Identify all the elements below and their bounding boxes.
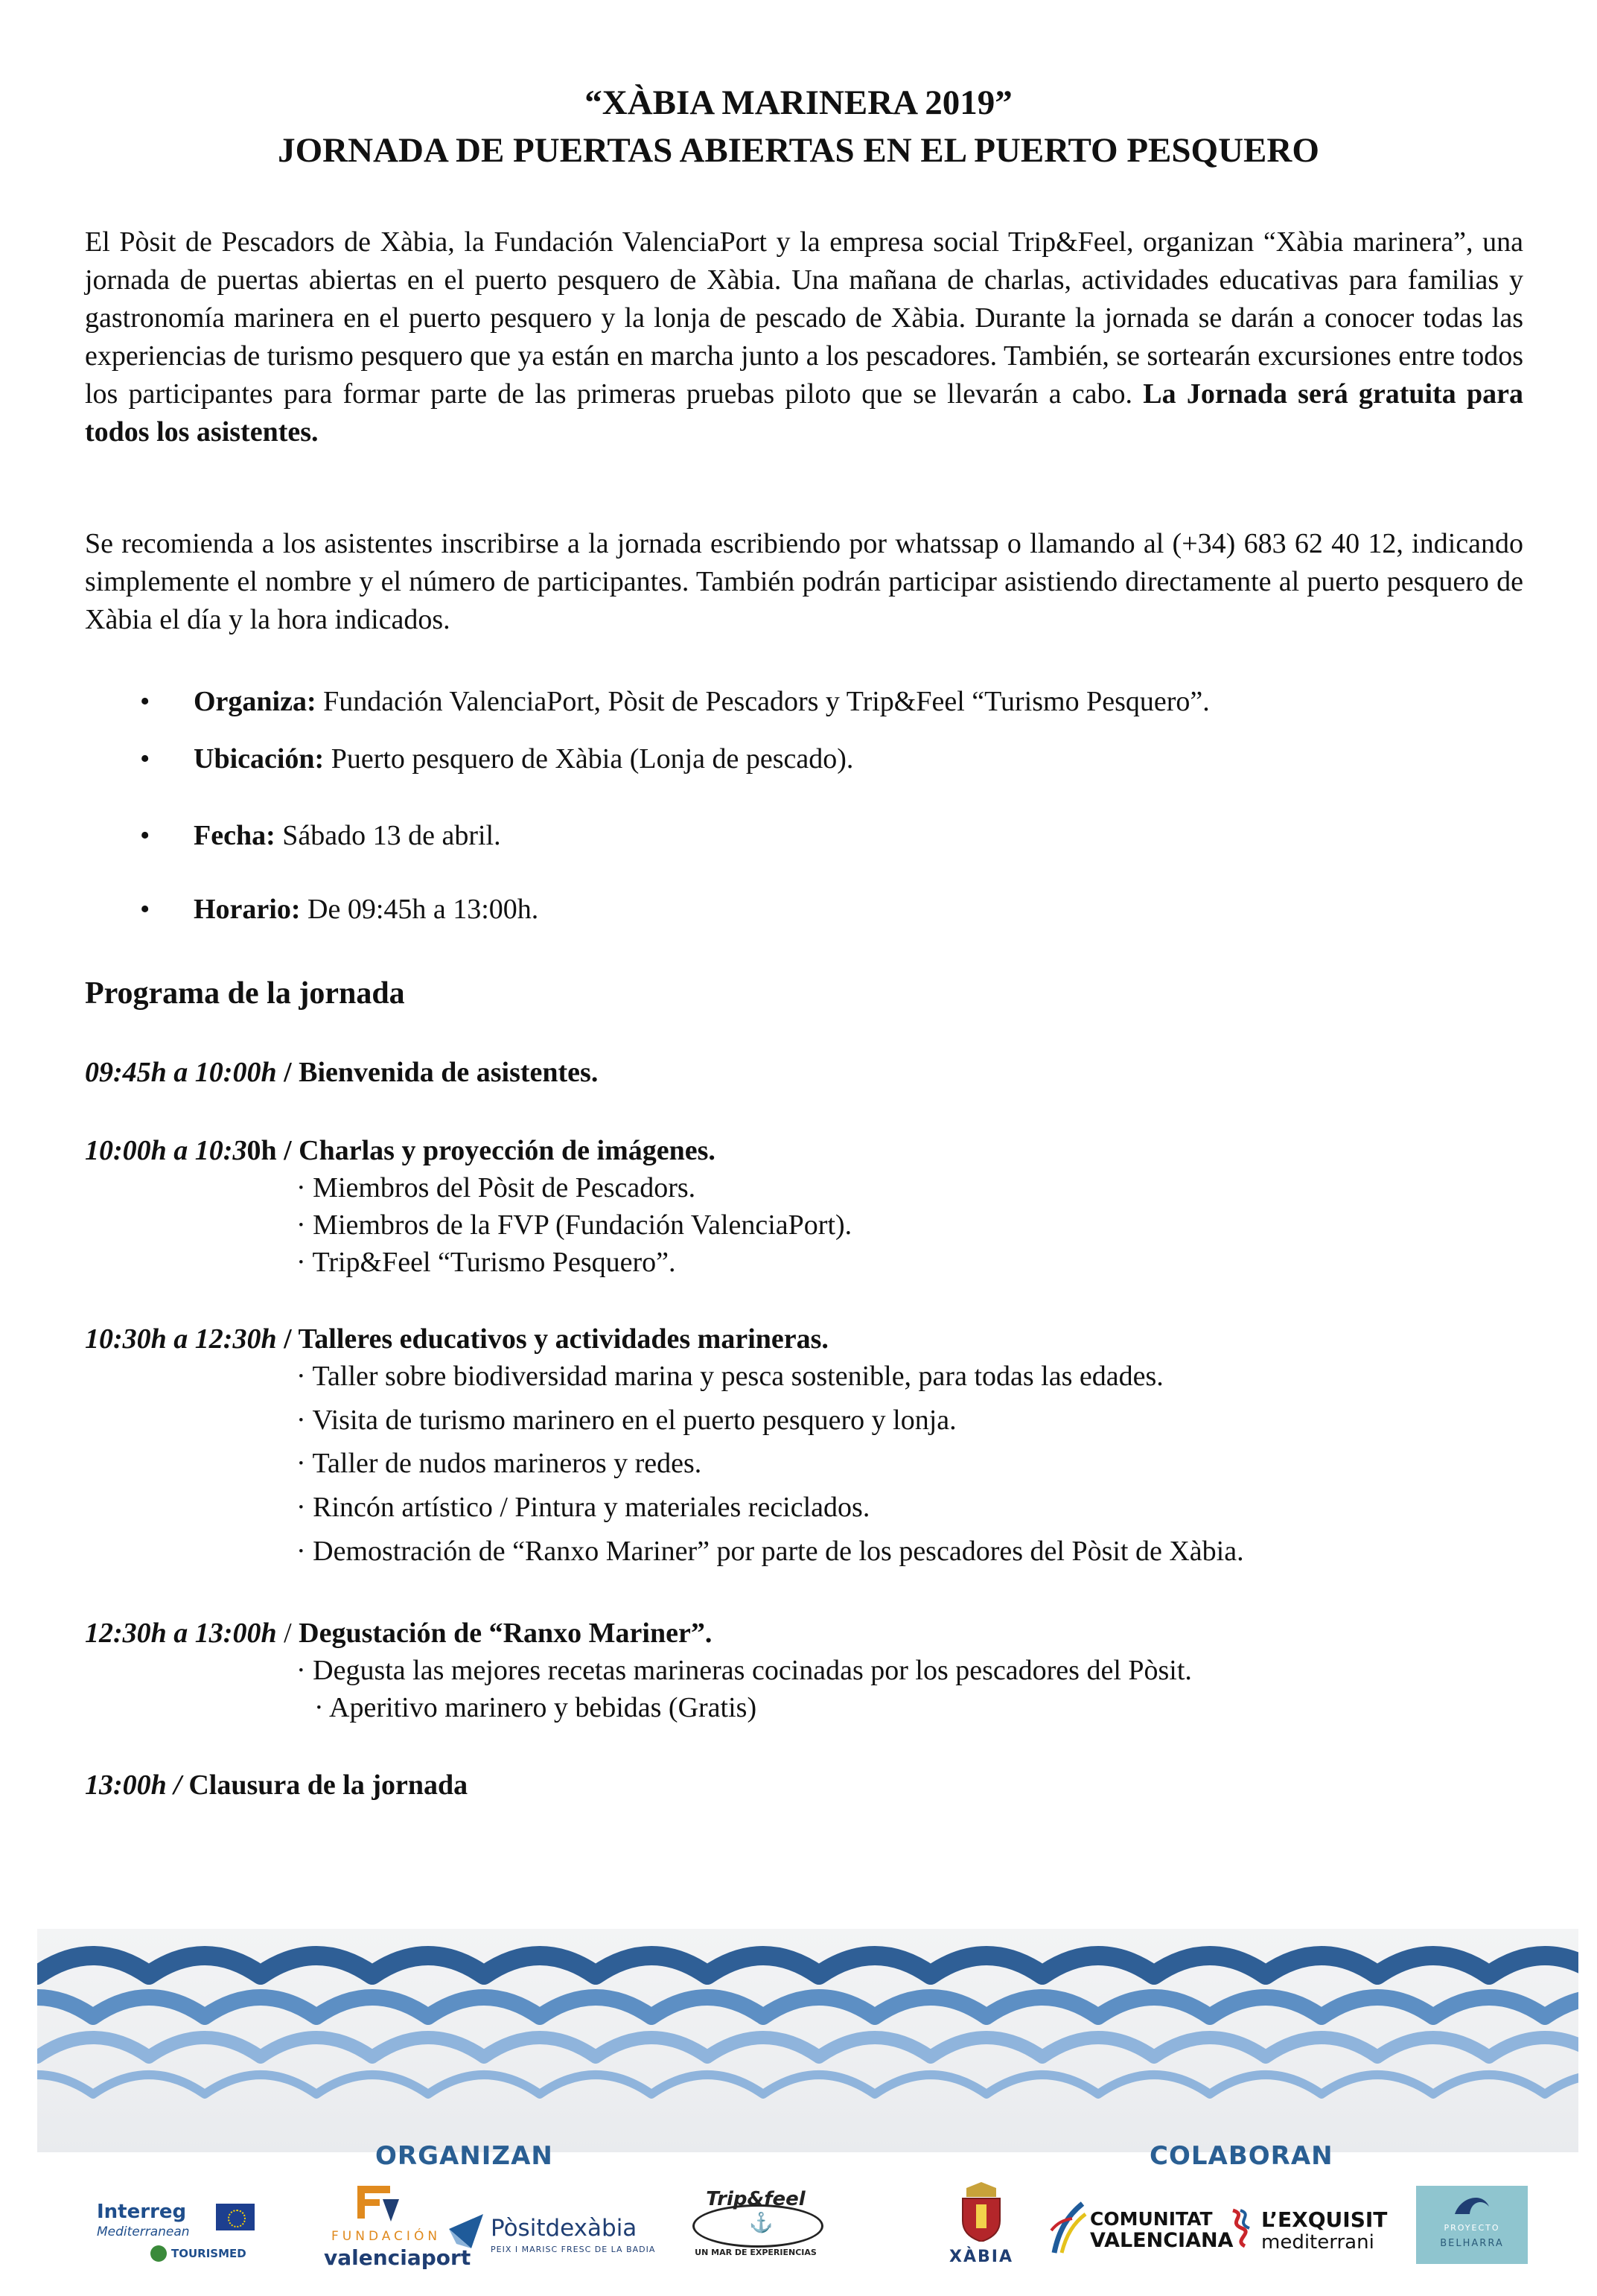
fv-mark-icon bbox=[357, 2186, 402, 2223]
program-activity: Degustación de “Ranxo Mariner”. bbox=[299, 1618, 713, 1649]
tripfeel-text: Trip&feel bbox=[706, 2188, 806, 2210]
program-time-tail: 0h bbox=[246, 1135, 277, 1166]
document-title: “XÀBIA MARINERA 2019” bbox=[584, 83, 1013, 122]
tripfeel-logo bbox=[692, 2188, 819, 2262]
intro-text: El Pòsit de Pescadors de Xàbia, la Fundación ValenciaPort y la empresa social Trip&Feel, organizan “Xàbia marinera”, una jornada de puertas abiertas en el puerto pesquero de Xàbia. Una mañana de charlas, actividades educativas para familias y gastronomía marinera en el puerto pesquero y la lonja de pescado de Xàbia. Durante la jornada se darán a conocer todas las experiencias de turismo pesquero que ya están en marcha junto a los pescadores. También, se sortearán excursiones entre todos los participantes para formar parte de las primeras pruebas piloto que se llevarán a cabo. bbox=[85, 226, 1523, 410]
program-time: 10:30h a 12:30h bbox=[85, 1323, 277, 1355]
colaboran-label: COLABORAN bbox=[1150, 2141, 1333, 2171]
program-item: · Degusta las mejores recetas marineras cocinadas por los pescadores del Pòsit. bbox=[296, 1655, 1192, 1686]
exquisit-mark-icon bbox=[1227, 2207, 1257, 2249]
bullet-icon: • bbox=[140, 743, 150, 775]
program-item: · Taller sobre biodiversidad marina y pesca sostenible, para todas las edades. bbox=[296, 1361, 1164, 1392]
program-heading: Programa de la jornada bbox=[85, 976, 405, 1011]
program-item: · Aperitivo marinero y bebidas (Gratis) bbox=[314, 1692, 757, 1723]
program-item: · Miembros del Pòsit de Pescadors. bbox=[296, 1172, 696, 1203]
program-item: · Taller de nudos marineros y redes. bbox=[296, 1448, 702, 1479]
program-activity: Talleres educativos y actividades marineras. bbox=[298, 1323, 829, 1355]
intro-paragraph bbox=[85, 223, 1523, 451]
detail-value: Fundación ValenciaPort, Pòsit de Pescadors y Trip&Feel “Turismo Pesquero”. bbox=[316, 686, 1210, 717]
anchor-icon: ⚓ bbox=[749, 2212, 774, 2233]
detail-label: Organiza: bbox=[194, 686, 316, 717]
posit-mark-icon bbox=[449, 2214, 483, 2248]
program-block-2 bbox=[85, 1132, 715, 1169]
bullet-icon: • bbox=[140, 894, 150, 925]
program-block-3 bbox=[85, 1320, 829, 1358]
program-time: 09:45h a 10:00h bbox=[85, 1057, 277, 1088]
exquisit-mediterrani-logo bbox=[1227, 2206, 1406, 2258]
xabia-shield-icon bbox=[955, 2182, 1007, 2242]
comunitat-text: COMUNITAT bbox=[1090, 2208, 1213, 2230]
detail-value: De 09:45h a 13:00h. bbox=[300, 894, 539, 925]
fundacion-valenciaport-logo bbox=[294, 2186, 471, 2271]
detail-label: Fecha: bbox=[194, 820, 275, 851]
bullet-icon: • bbox=[140, 820, 150, 851]
program-block-5 bbox=[85, 1766, 468, 1804]
posit-text: Pòsitdexàbia bbox=[491, 2215, 637, 2242]
program-item: · Trip&Feel “Turismo Pesquero”. bbox=[296, 1247, 676, 1278]
intro-bold-text: La Jornada será gratuita para todos los asistentes. bbox=[85, 378, 1523, 448]
program-activity: Clausura de la jornada bbox=[188, 1769, 468, 1801]
program-item: · Visita de turismo marinero en el puerto pesquero y lonja. bbox=[296, 1405, 957, 1436]
tripfeel-subtext: UN MAR DE EXPERIENCIAS bbox=[695, 2248, 817, 2257]
program-block-1 bbox=[85, 1054, 598, 1091]
program-time: 13:00h / bbox=[85, 1769, 182, 1801]
detail-value: Puerto pesquero de Xàbia (Lonja de pescado). bbox=[324, 743, 854, 775]
detail-label: Ubicación: bbox=[194, 743, 325, 775]
interreg-logo-text: Interreg bbox=[97, 2201, 187, 2223]
exquisit-text: L’EXQUISIT bbox=[1261, 2207, 1388, 2232]
bullet-icon: • bbox=[140, 686, 150, 717]
registration-paragraph: Se recomienda a los asistentes inscribirse a la jornada escribiendo por whatssap o llamando al (+34) 683 62 40 12, indicando simplemente el nombre y el número de participantes. También podrán participar asistiendo directamente al puerto pesquero de Xàbia el día y la hora indicados. bbox=[85, 528, 1523, 635]
eu-flag-icon bbox=[216, 2204, 255, 2230]
tourismed-icon bbox=[150, 2245, 167, 2262]
program-separator: / bbox=[276, 1323, 299, 1355]
program-separator: / bbox=[276, 1618, 299, 1649]
belharra-proyecto-text: PROYECTO bbox=[1444, 2223, 1500, 2233]
program-time: 12:30h a 13:00h bbox=[85, 1618, 277, 1649]
program-separator: / bbox=[276, 1135, 299, 1166]
comunitat-valenciana-logo bbox=[1050, 2201, 1234, 2260]
belharra-text: BELHARRA bbox=[1440, 2238, 1504, 2249]
interreg-logo-subtext: Mediterranean bbox=[97, 2225, 190, 2239]
program-activity: Charlas y proyección de imágenes. bbox=[299, 1135, 715, 1166]
footer-banner bbox=[37, 1929, 1578, 2279]
interreg-logo bbox=[97, 2201, 275, 2268]
program-item: · Rincón artístico / Pintura y materiales reciclados. bbox=[296, 1492, 870, 1523]
belharra-wave-icon bbox=[1453, 2192, 1491, 2219]
program-separator bbox=[182, 1769, 189, 1801]
comunitat-mark-icon bbox=[1050, 2201, 1087, 2257]
wave-pattern bbox=[37, 1929, 1578, 2152]
organizan-label: ORGANIZAN bbox=[375, 2141, 553, 2171]
tourismed-text: TOURISMED bbox=[171, 2247, 246, 2260]
program-time: 10:00h a 10:3 bbox=[85, 1135, 247, 1166]
program-activity: Bienvenida de asistentes. bbox=[299, 1057, 599, 1088]
posit-subtext: PEIX I MARISC FRESC DE LA BADIA bbox=[491, 2245, 656, 2254]
xabia-text: XÀBIA bbox=[949, 2248, 1013, 2266]
valenciana-text: VALENCIANA bbox=[1090, 2229, 1234, 2252]
detail-value: Sábado 13 de abril. bbox=[275, 820, 501, 851]
xabia-logo bbox=[944, 2182, 1019, 2271]
valenciaport-text: valenciaport bbox=[324, 2245, 471, 2270]
program-block-4 bbox=[85, 1615, 712, 1652]
program-separator: / bbox=[276, 1057, 299, 1088]
program-item: · Demostración de “Ranxo Mariner” por parte de los pescadores del Pòsit de Xàbia. bbox=[296, 1536, 1244, 1567]
belharra-logo bbox=[1416, 2186, 1528, 2264]
document-subtitle: JORNADA DE PUERTAS ABIERTAS EN EL PUERTO PESQUERO bbox=[278, 131, 1319, 170]
mediterrani-text: mediterrani bbox=[1261, 2231, 1374, 2254]
posit-xabia-logo bbox=[449, 2210, 695, 2262]
program-item: · Miembros de la FVP (Fundación ValenciaPort). bbox=[296, 1209, 852, 1241]
detail-label: Horario: bbox=[194, 894, 301, 925]
fundacion-text: FUNDACIÓN bbox=[331, 2229, 442, 2244]
